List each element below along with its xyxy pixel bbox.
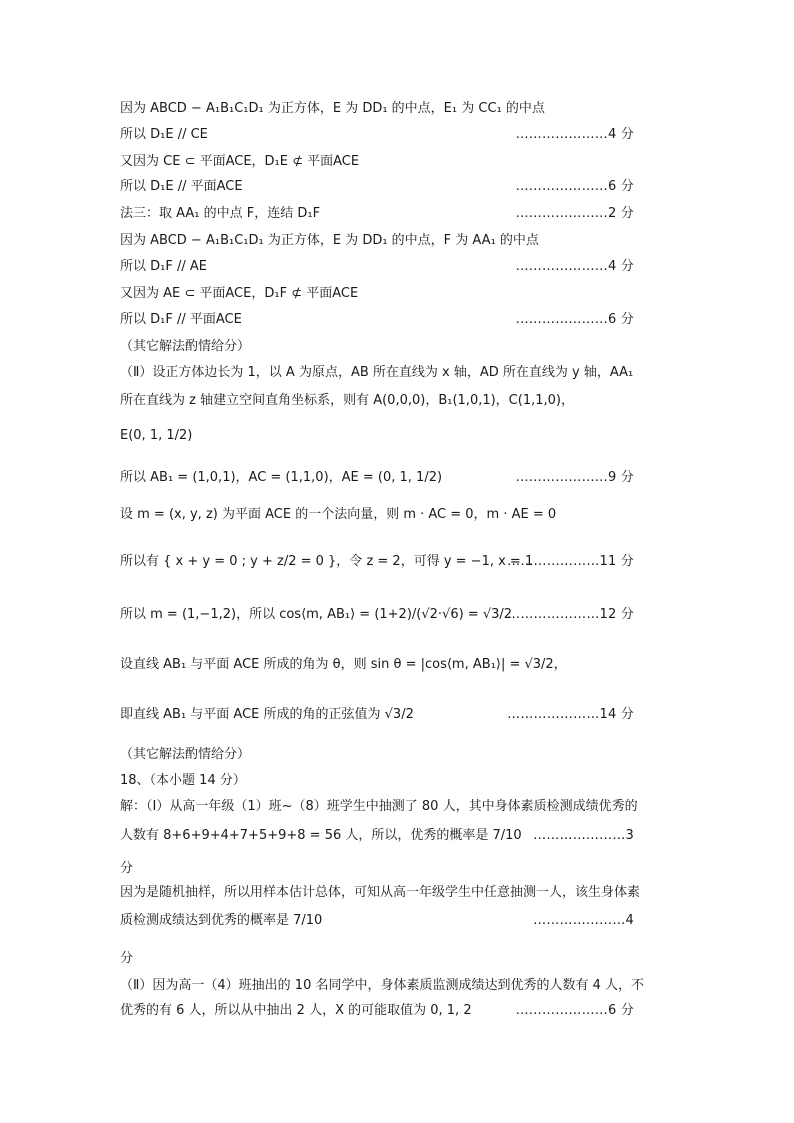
text-line: 质检测成绩达到优秀的概率是 7/10 <box>120 913 323 928</box>
score-marker: …………………2 分 <box>515 206 634 221</box>
score-marker: …………………6 分 <box>515 312 634 327</box>
text-line: 所以 AB₁ = (1,0,1)，AC = (1,1,0)，AE = (0, 1, 1/2) <box>120 470 443 485</box>
score-marker: …………………14 分 <box>507 707 634 722</box>
text-line: （Ⅱ）设正方体边长为 1，以 A 为原点，AB 所在直线为 x 轴，AD 所在直线为 y 轴，AA₁ <box>120 365 634 380</box>
text-line: 分 <box>120 951 134 966</box>
score-marker: …………………4 分 <box>515 259 634 274</box>
text-line: 优秀的有 6 人，所以从中抽出 2 人，X 的可能取值为 0, 1, 2 <box>120 1003 472 1018</box>
score-marker: …………………9 分 <box>515 470 634 485</box>
text-line: 所以有 { x + y = 0 ; y + z/2 = 0 }，令 z = 2，可得 y = −1, x = 1 <box>120 554 534 569</box>
score-marker: …………………4 分 <box>515 127 634 142</box>
text-line: 设 m = (x, y, z) 为平面 ACE 的一个法向量，则 m · AC = 0，m · AE = 0 <box>120 507 557 522</box>
text-line: 所以 D₁E // CE <box>120 127 208 142</box>
score-marker: …………………6 分 <box>515 1003 634 1018</box>
text-line: 设直线 AB₁ 与平面 ACE 所成的角为 θ，则 sin θ = |cos⟨m, AB₁⟩| = √3/2， <box>120 657 567 672</box>
text-line: 所以 m = (1,−1,2)，所以 cos⟨m, AB₁⟩ = (1+2)/(√2·√6) = √3/2 <box>120 607 513 622</box>
score-marker: …………………4 <box>533 913 634 928</box>
text-line: （其它解法酌情给分） <box>120 339 251 354</box>
text-line: （Ⅱ）因为高一（4）班抽出的 10 名同学中，身体素质监测成绩达到优秀的人数有 4 人，不 <box>120 978 645 993</box>
text-line: 因为 ABCD − A₁B₁C₁D₁ 为正方体，E 为 DD₁ 的中点，E₁ 为 CC₁ 的中点 <box>120 101 545 116</box>
text-line: 即直线 AB₁ 与平面 ACE 所成的角的正弦值为 √3/2 <box>120 707 414 722</box>
text-line: 因为 ABCD − A₁B₁C₁D₁ 为正方体，E 为 DD₁ 的中点，F 为 AA₁ 的中点 <box>120 233 539 248</box>
text-line: 法三：取 AA₁ 的中点 F，连结 D₁F <box>120 206 321 221</box>
score-marker: …………………11 分 <box>507 554 634 569</box>
text-line: 所在直线为 z 轴建立空间直角坐标系，则有 A(0,0,0)，B₁(1,0,1)，C(1,1,0)， <box>120 393 574 408</box>
text-line: 所以 D₁E // 平面ACE <box>120 179 243 194</box>
score-marker: …………………12 分 <box>507 607 634 622</box>
text-line: 解：（Ⅰ）从高一年级（1）班~（8）班学生中抽测了 80 人，其中身体素质检测成绩优秀的 <box>120 799 638 814</box>
text-line: 所以 D₁F // 平面ACE <box>120 312 242 327</box>
score-marker: …………………3 <box>533 828 634 843</box>
score-marker: …………………6 分 <box>515 179 634 194</box>
text-line: 18、（本小题 14 分） <box>120 773 246 788</box>
text-line: 又因为 CE ⊂ 平面ACE，D₁E ⊄ 平面ACE <box>120 154 360 169</box>
text-line: 所以 D₁F // AE <box>120 259 207 274</box>
text-line: E(0, 1, 1/2) <box>120 428 193 443</box>
text-line: （其它解法酌情给分） <box>120 747 251 762</box>
text-line: 分 <box>120 861 134 876</box>
text-line: 又因为 AE ⊂ 平面ACE，D₁F ⊄ 平面ACE <box>120 286 359 301</box>
text-line: 人数有 8+6+9+4+7+5+9+8 = 56 人，所以，优秀的概率是 7/10 <box>120 828 522 843</box>
text-line: 因为是随机抽样，所以用样本估计总体，可知从高一年级学生中任意抽测一人，该生身体素 <box>120 885 641 900</box>
